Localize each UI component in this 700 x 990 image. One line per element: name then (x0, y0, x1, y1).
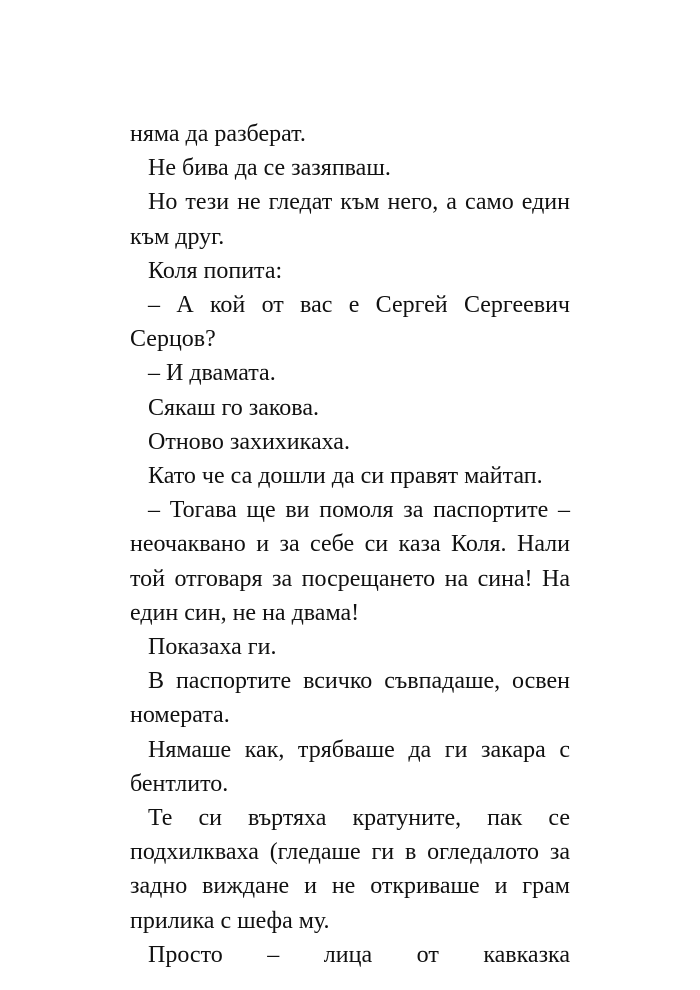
paragraph: няма да разберат. (130, 121, 306, 147)
paragraph: В паспортите всичко съвпадаше, освен номерата. (130, 668, 570, 729)
paragraph: Сякаш го закова. (148, 394, 319, 421)
paragraph: Показаха ги. (148, 634, 277, 661)
paragraph: Но тези не гледат към него, а само един към друг. (130, 189, 570, 250)
paragraph: – Тогава ще ви помоля за паспортите – неочаквано и за себе си каза Коля. Нали той отговаря за посрещането на сина! На един син, не на двама! (130, 497, 570, 626)
paragraph: Не бива да се зазяпваш. (148, 155, 391, 182)
paragraph: Те си въртяха кратуните, пак се подхилкваха (гледаше ги в огледалото за задно виждане и не откриваше и грам прилика с шефа му. (130, 805, 570, 934)
paragraph: – И двамата. (148, 360, 276, 387)
paragraph: Като че са дошли да си правят майтап. (148, 463, 543, 490)
paragraph: Коля попита: (148, 257, 283, 284)
paragraph: Отново захихикаха. (148, 428, 350, 455)
paragraph: – А кой от вас е Сергей Сергеевич Серцов? (130, 292, 570, 353)
paragraph: Нямаше как, трябваше да ги закара с бентлито. (130, 736, 570, 797)
paragraph: Просто – лица от кавказка (148, 941, 570, 968)
page-text (130, 117, 570, 972)
